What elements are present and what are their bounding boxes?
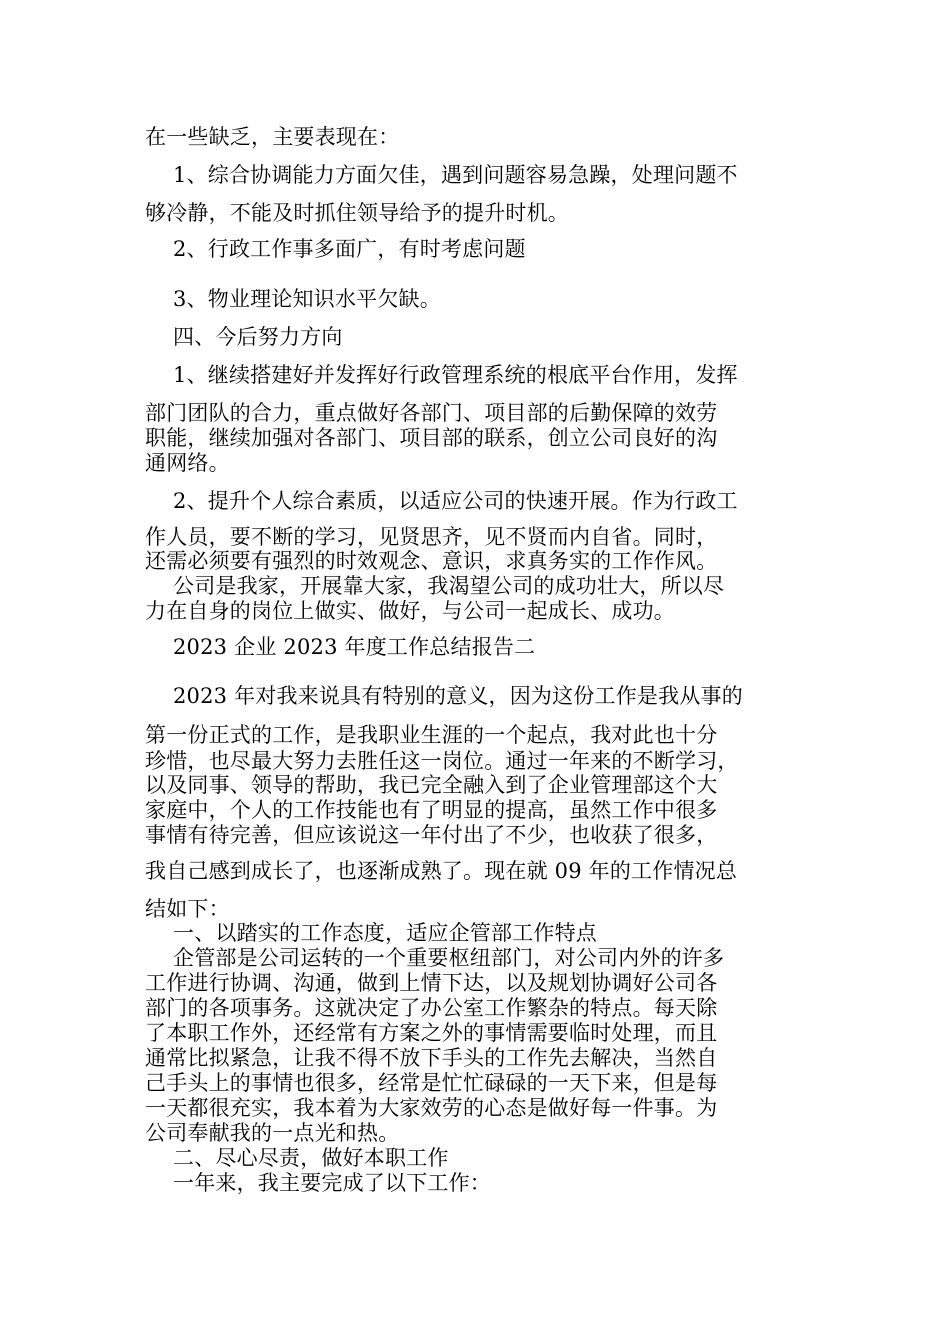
text-line: 结如下： [145,897,230,921]
text-line: 一年来，我主要完成了以下工作： [173,1171,491,1195]
text-line: 己手头上的事情也很多，经常是忙忙碌碌的一天下来，但是每 [145,1071,718,1095]
text-line: 我自己感到成长了，也逐渐成熟了。现在就 09 年的工作情况总 [145,859,738,883]
text-line: 以及同事、领导的帮助，我已完全融入到了企业管理部这个大 [145,773,718,797]
text-line: 2023 年对我来说具有特别的意义，因为这份工作是我从事的 [173,684,743,708]
text-line: 工作进行协调、沟通，做到上情下达，以及规划协调好公司各 [145,971,718,995]
text-line: 公司奉献我的一点光和热。 [145,1121,400,1145]
text-line: 珍惜，也尽最大努力去胜任这一岗位。通过一年来的不断学习， [145,749,739,773]
text-line: 事情有待完善，但应该说这一年付出了不少，也收获了很多， [145,823,718,847]
text-line: 2、行政工作事多面广，有时考虑问题 [173,237,526,261]
text-line: 力在自身的岗位上做实、做好，与公司一起成长、成功。 [145,599,675,623]
text-line: 部门团队的合力，重点做好各部门、项目部的后勤保障的效劳 [145,401,718,425]
text-line: 2、提升个人综合素质，以适应公司的快速开展。作为行政工 [173,489,738,513]
text-line: 了本职工作外，还经常有方案之外的事情需要临时处理，而且 [145,1021,718,1045]
text-line: 作人员，要不断的学习，见贤思齐，见不贤而内自省。同时， [145,525,718,549]
text-line: 1、综合协调能力方面欠佳，遇到问题容易急躁，处理问题不 [173,163,738,187]
text-line: 够冷静，不能及时抓住领导给予的提升时机。 [145,201,569,225]
text-line: 家庭中，个人的工作技能也有了明显的提高，虽然工作中很多 [145,798,718,822]
text-line: 3、物业理论知识水平欠缺。 [173,287,441,311]
text-line: 职能，继续加强对各部门、项目部的联系，创立公司良好的沟 [145,426,718,450]
text-line: 公司是我家，开展靠大家，我渴望公司的成功壮大，所以尽 [173,574,725,598]
text-line: 1、继续搭建好并发挥好行政管理系统的根底平台作用，发挥 [173,363,738,387]
report-title: 2023 企业 2023 年度工作总结报告二 [173,635,536,659]
section-heading: 四、今后努力方向 [173,325,343,349]
section-heading: 二、尽心尽责，做好本职工作 [173,1146,449,1170]
text-line: 通网络。 [145,451,230,475]
text-line: 企管部是公司运转的一个重要枢纽部门，对公司内外的许多 [173,946,725,970]
text-line: 在一些缺乏，主要表现在： [145,125,400,149]
text-line: 部门的各项事务。这就决定了办公室工作繁杂的特点。每天除 [145,996,718,1020]
text-line: 还需必须要有强烈的时效观念、意识，求真务实的工作作风。 [145,549,718,573]
text-line: 第一份正式的工作，是我职业生涯的一个起点，我对此也十分 [145,723,718,747]
section-heading: 一、以踏实的工作态度，适应企管部工作特点 [173,921,597,945]
text-line: 通常比拟紧急，让我不得不放下手头的工作先去解决，当然自 [145,1046,718,1070]
text-line: 一天都很充实，我本着为大家效劳的心态是做好每一件事。为 [145,1096,718,1120]
